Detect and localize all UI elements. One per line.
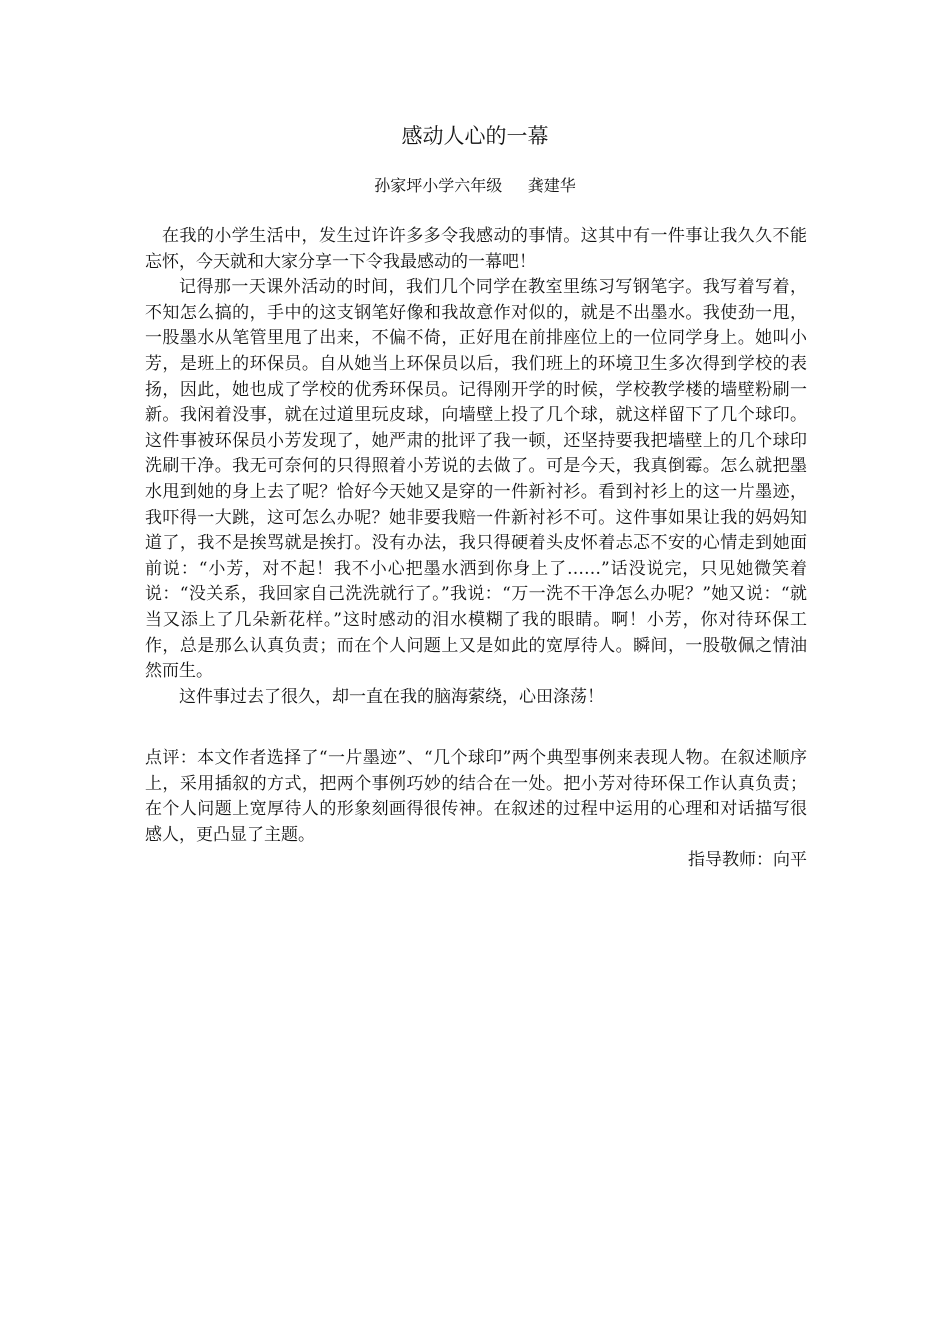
author-byline: 孙家坪小学六年级 龚建华 <box>374 176 576 195</box>
comment-text: 点评：本文作者选择了“一片墨迹”、“几个球印”两个典型事例来表现人物。在叙述顺序上，采用插叙的方式，把两个事例巧妙的结合在一处。把小芳对待环保工作认真负责；在个人问题上宽厚待人的形象刻画得很传神。在叙述的过程中运用的心理和对话描写很感人，更凸显了主题。 <box>145 748 807 845</box>
teacher-comment-section <box>145 746 807 874</box>
paragraph-ending: 这件事过去了很久，却一直在我的脑海萦绕，心田涤荡！ <box>179 686 604 707</box>
article-title: 感动人心的一幕 <box>401 124 549 148</box>
paragraph-intro: 在我的小学生活中，发生过许许多多令我感动的事情。这其中有一件事让我久久不能忘怀，今天就和大家分享一下令我最感动的一幕吧！ <box>145 226 807 272</box>
article-body <box>145 224 807 710</box>
teacher-signature: 指导教师：向平 <box>688 850 807 871</box>
paragraph-story: 记得那一天课外活动的时间，我们几个同学在教室里练习写钢笔字。我写着写着，不知怎么搞的，手中的这支钢笔好像和我故意作对似的，就是不出墨水。我使劲一甩，一股墨水从笔管里甩了出来，不偏不倚，正好甩在前排座位上的一位同学身上。她叫小芳，是班上的环保员。自从她当上环保员以后，我们班上的环境卫生多次得到学校的表扬，因此，她也成了学校的优秀环保员。记得刚开学的时候，学校教学楼的墙壁粉刷一新。我闲着没事，就在过道里玩皮球，向墙壁上投了几个球，就这样留下了几个球印。这件事被环保员小芳发现了，她严肃的批评了我一顿，还坚持要我把墙壁上的几个球印洗刷干净。我无可奈何的只得照着小芳说的去做了。可是今天，我真倒霉。怎么就把墨水甩到她的身上去了呢？恰好今天她又是穿的一件新衬衫。看到衬衫上的这一片墨迹，我吓得一大跳，这可怎么办呢？她非要我赔一件新衬衫不可。这件事如果让我的妈妈知道了，我不是挨骂就是挨打。没有办法，我只得硬着头皮怀着忐忑不安的心情走到她面前说：“小芳，对不起！我不小心把墨水洒到你身上了……”话没说完，只见她微笑着说：“没关系，我回家自己洗洗就行了。”我说：“万一洗不干净怎么办呢？”她又说：“就当又添上了几朵新花样。”这时感动的泪水模糊了我的眼睛。啊！小芳，你对待环保工作，总是那么认真负责；而在个人问题上又是如此的宽厚待人。瞬间，一股敬佩之情油然而生。 <box>145 277 807 682</box>
